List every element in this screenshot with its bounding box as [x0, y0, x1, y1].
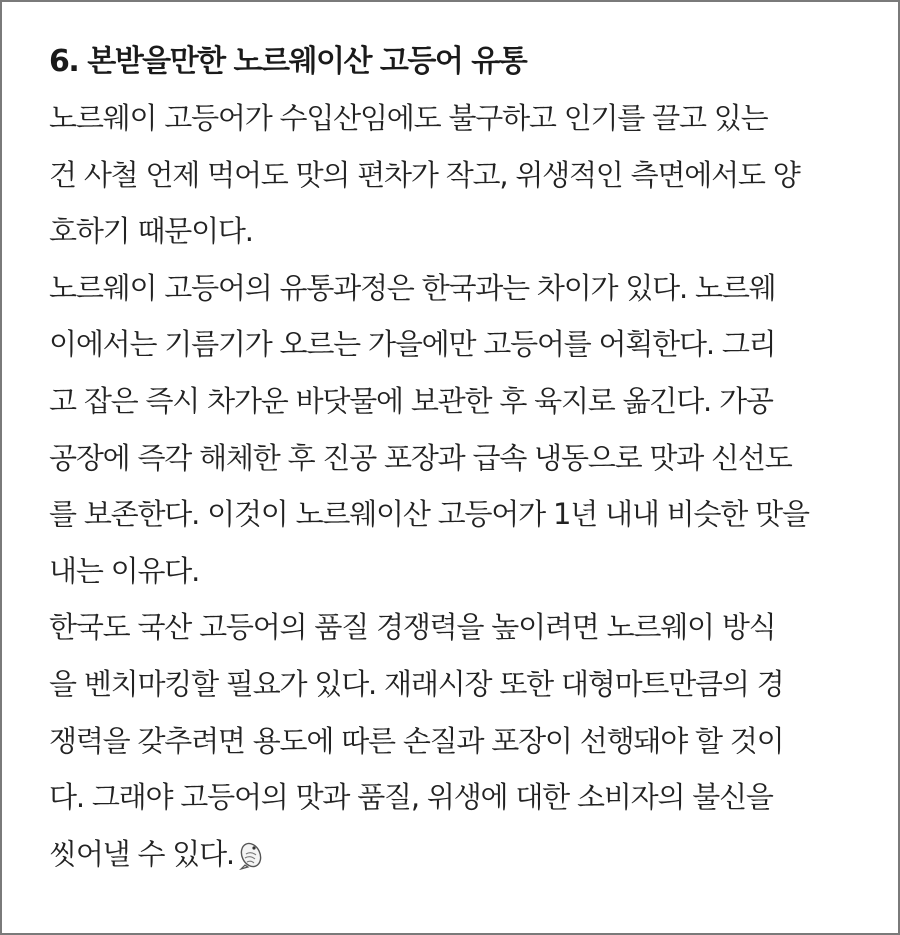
- fish-emoji-icon: [236, 832, 266, 862]
- body-line: 호하기 때문이다.: [49, 214, 253, 249]
- body-line: 고 잡은 즉시 차가운 바닷물에 보관한 후 육지로 옮긴다. 가공: [49, 383, 773, 418]
- last-body-line: [49, 826, 864, 883]
- body-line: 노르웨이 고등어의 유통과정은 한국과는 차이가 있다. 노르웨: [49, 270, 776, 305]
- body-line: 를 보존한다. 이것이 노르웨이산 고등어가 1년 내내 비슷한 맛을: [49, 497, 809, 532]
- article-section: [49, 34, 864, 882]
- article-body: [49, 90, 864, 882]
- body-line: 공장에 즉각 해체한 후 진공 포장과 급속 냉동으로 맛과 신선도: [49, 440, 792, 475]
- body-line: 건 사철 언제 먹어도 맛의 편차가 작고, 위생적인 측면에서도 양: [49, 157, 800, 192]
- section-heading: 6. 본받을만한 노르웨이산 고등어 유통: [49, 44, 527, 79]
- body-line-text: 씻어낼 수 있다.: [49, 836, 234, 871]
- body-line: 노르웨이 고등어가 수입산임에도 불구하고 인기를 끌고 있는: [49, 101, 768, 135]
- body-line: 다. 그래야 고등어의 맛과 품질, 위생에 대한 소비자의 불신을: [49, 780, 773, 815]
- body-line: 이에서는 기름기가 오르는 가을에만 고등어를 어획한다. 그리: [49, 327, 776, 362]
- body-line: 내는 이유다.: [49, 553, 200, 588]
- body-line: 쟁력을 갖추려면 용도에 따른 손질과 포장이 선행돼야 할 것이: [49, 723, 784, 758]
- body-line: 을 벤치마킹할 필요가 있다. 재래시장 또한 대형마트만큼의 경: [49, 666, 784, 701]
- body-line: 한국도 국산 고등어의 품질 경쟁력을 높이려면 노르웨이 방식: [49, 610, 776, 645]
